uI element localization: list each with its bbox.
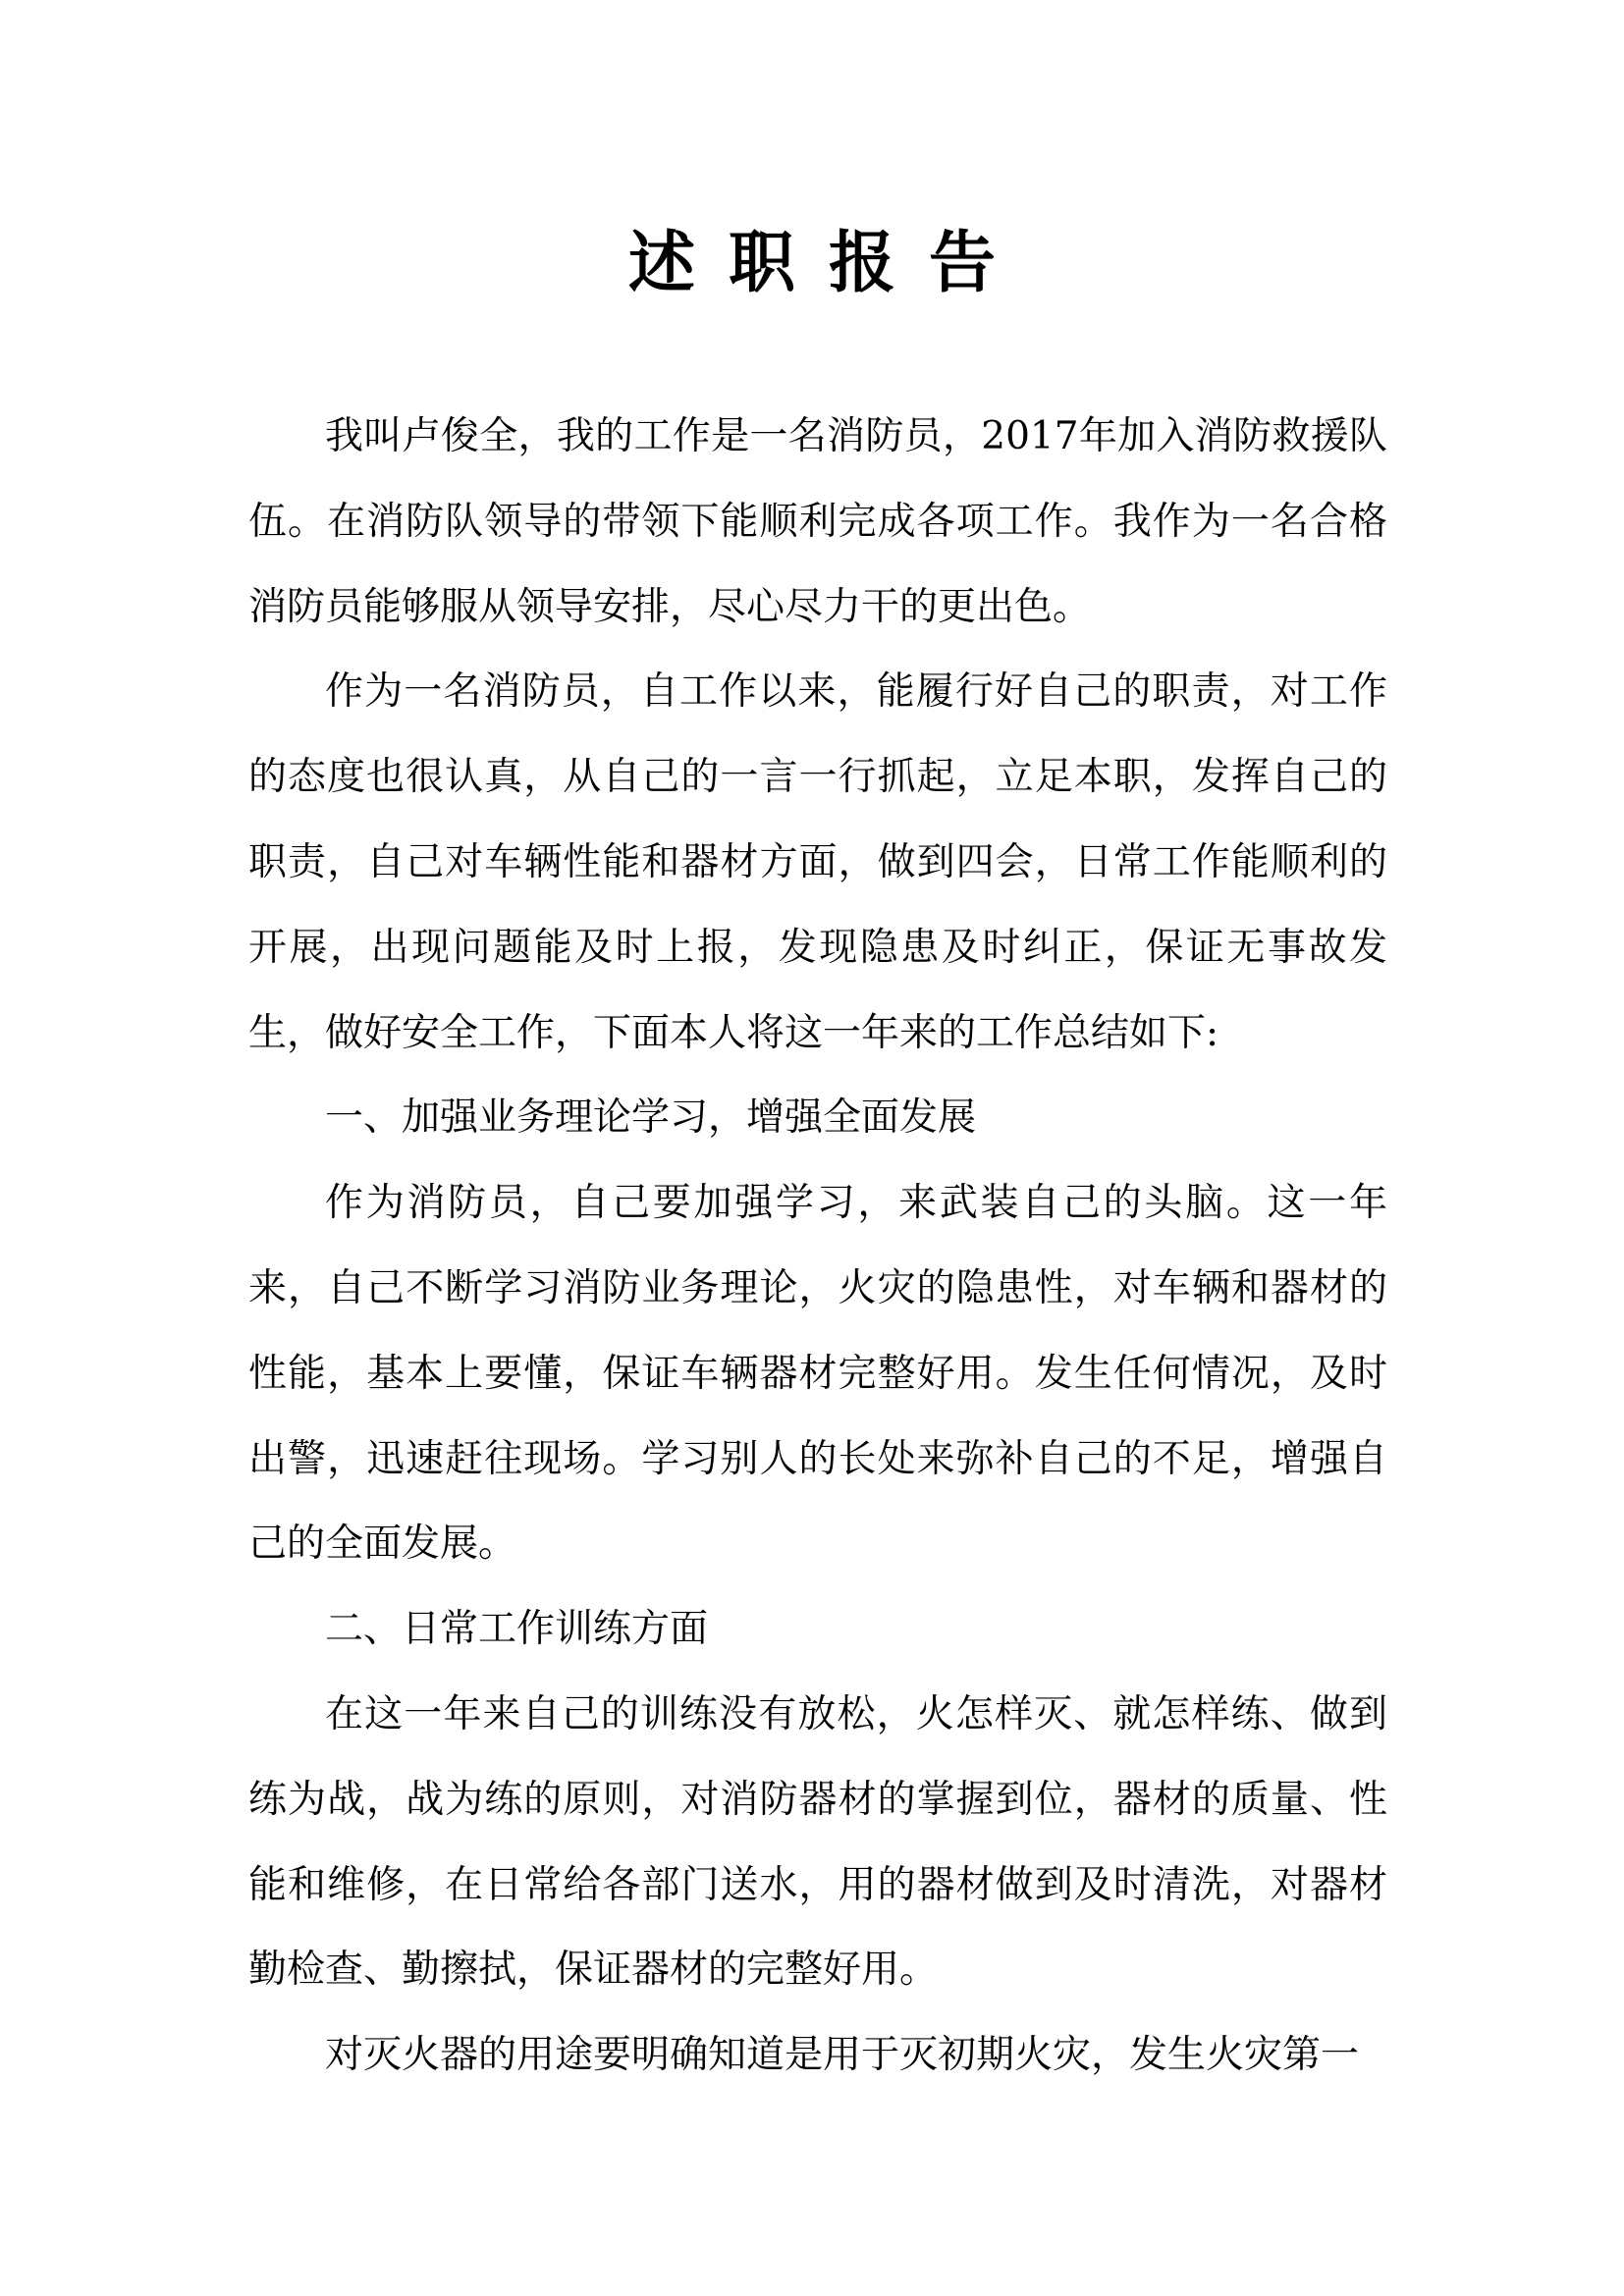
paragraph-duties: 作为一名消防员，自工作以来，能履行好自己的职责，对工作的态度也很认真，从自己的一言一行抓起，立足本职，发挥自己的职责，自己对车辆性能和器材方面，做到四会，日常工作能顺利的开展，出现问题能及时上报，发现隐患及时纠正，保证无事故发生，做好安全工作，下面本人将这一年来的工作总结如下:	[248, 669, 1387, 1055]
page-title: 述职报告	[627, 224, 1029, 302]
paragraph-study: 作为消防员，自己要加强学习，来武装自己的头脑。这一年来，自己不断学习消防业务理论，火灾的隐患性，对车辆和器材的性能，基本上要懂，保证车辆器材完整好用。发生任何情况，及时出警，迅速赶往现场。学习别人的长处来弥补自己的不足，增强自己的全面发展。	[248, 1181, 1387, 1567]
section-heading-training: 二、日常工作训练方面	[325, 1607, 709, 1652]
paragraph-training: 在这一年来自己的训练没有放松，火怎样灭、就怎样练、做到练为战，战为练的原则，对消防器材的掌握到位，器材的质量、性能和维修，在日常给各部门送水，用的器材做到及时清洗，对器材勤检查、勤擦拭，保证器材的完整好用。	[248, 1691, 1387, 1993]
paragraph-extinguisher: 对灭火器的用途要明确知道是用于灭初期火灾，发生火灾第一	[325, 2033, 1360, 2078]
section-heading-study: 一、加强业务理论学习，增强全面发展	[325, 1095, 977, 1141]
document-body	[248, 395, 1387, 2099]
paragraph-introduction: 我叫卢俊全，我的工作是一名消防员，2017年加入消防救援队伍。在消防队领导的带领下能顺利完成各项工作。我作为一名合格消防员能够服从领导安排，尽心尽力干的更出色。	[248, 414, 1387, 629]
